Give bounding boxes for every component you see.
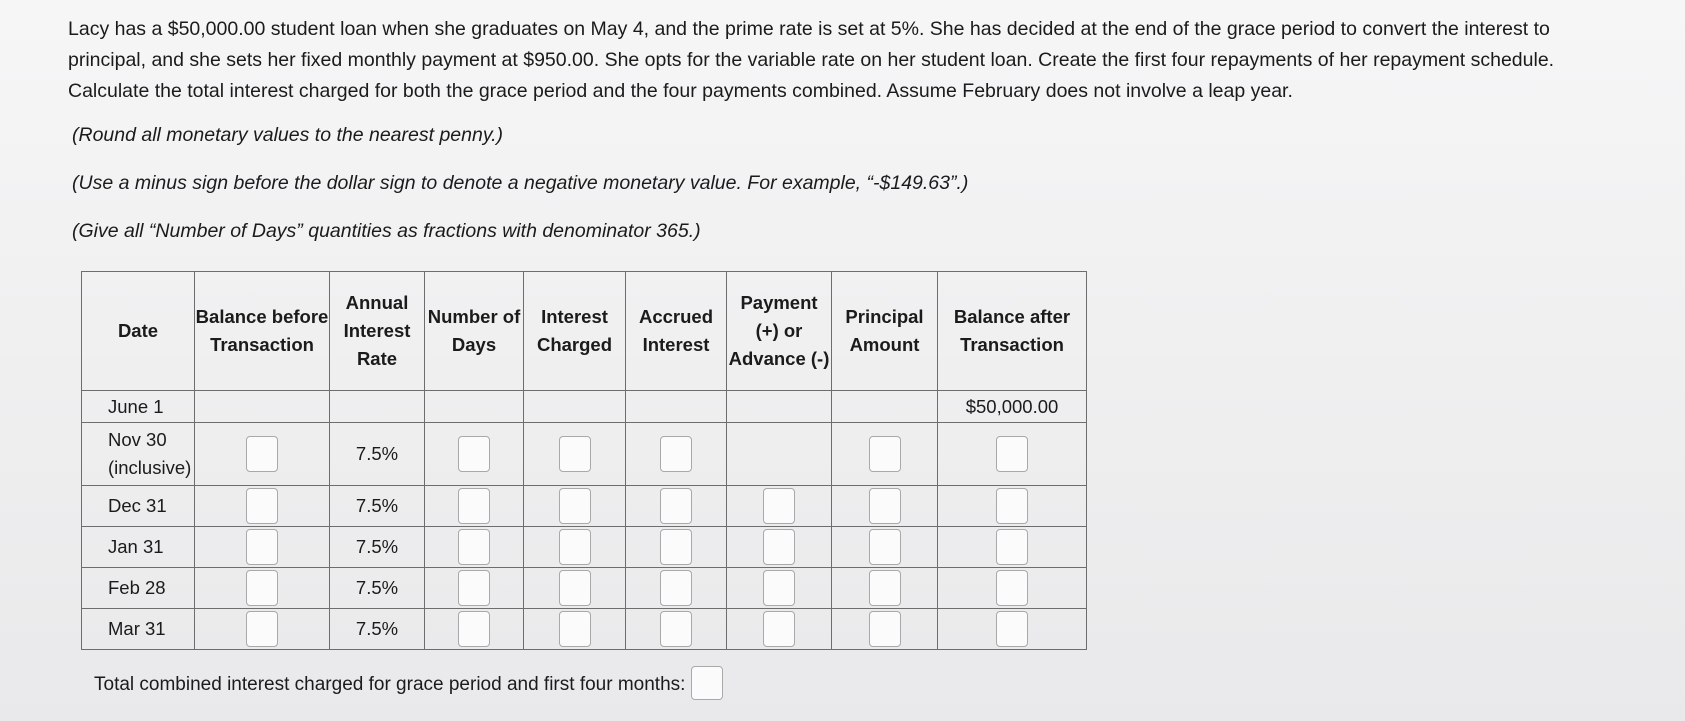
table-row [82, 568, 1087, 609]
principal-cell [832, 486, 938, 527]
total-interest-input[interactable] [691, 666, 723, 700]
total-interest-label: Total combined interest charged for grace period and first four months: [94, 674, 686, 696]
balance-after-cell [938, 486, 1087, 527]
empty-cell [727, 391, 832, 423]
answer-input[interactable] [763, 529, 795, 565]
answer-input[interactable] [458, 529, 490, 565]
answer-input[interactable] [996, 436, 1028, 472]
answer-input[interactable] [660, 436, 692, 472]
header-interest-charged: Interest Charged [524, 272, 626, 391]
answer-input[interactable] [763, 570, 795, 606]
balance-after-cell [938, 527, 1087, 568]
days-fraction-note: (Give all “Number of Days” quantities as fractions with denominator 365.) [72, 220, 701, 242]
header-balance-after: Balance after Transaction [938, 272, 1087, 391]
date-cell: Jan 31 [82, 527, 195, 568]
rate-cell: 7.5% [330, 486, 425, 527]
balance-after-cell [938, 423, 1087, 486]
header-payment-advance: Payment (+) or Advance (-) [727, 272, 832, 391]
days-cell [425, 527, 524, 568]
total-interest-line [94, 668, 723, 702]
payment-cell [727, 527, 832, 568]
rate-cell: 7.5% [330, 609, 425, 650]
answer-input[interactable] [996, 570, 1028, 606]
accrued-interest-cell [626, 609, 727, 650]
answer-input[interactable] [869, 570, 901, 606]
answer-input[interactable] [869, 611, 901, 647]
principal-cell [832, 527, 938, 568]
negative-value-note: (Use a minus sign before the dollar sign to denote a negative monetary value. For example, “-$149.63”.) [72, 172, 969, 194]
principal-cell [832, 423, 938, 486]
balance-after-cell [938, 568, 1087, 609]
answer-input[interactable] [246, 611, 278, 647]
answer-input[interactable] [559, 488, 591, 524]
empty-cell [425, 391, 524, 423]
answer-input[interactable] [246, 529, 278, 565]
balance-before-cell [195, 486, 330, 527]
answer-input[interactable] [996, 488, 1028, 524]
balance-before-cell [195, 423, 330, 486]
header-number-of-days: Number of Days [425, 272, 524, 391]
days-cell [425, 609, 524, 650]
interest-charged-cell [524, 609, 626, 650]
payment-cell [727, 609, 832, 650]
problem-statement: Lacy has a $50,000.00 student loan when she graduates on May 4, and the prime rate is set at 5%. She has decided at the end of the grace period to convert the interest to principal, and she sets her fixed monthly payment at $950.00. She opts for the variable rate on her student loan. Create the first four repayments of her repayment schedule. Calculate the total interest charged for both the grace period and the four payments combined. Assume February does not involve a leap year. [68, 18, 1555, 102]
header-row [82, 272, 1087, 391]
table-row [82, 391, 1087, 423]
days-cell [425, 423, 524, 486]
answer-input[interactable] [559, 611, 591, 647]
answer-input[interactable] [660, 570, 692, 606]
answer-input[interactable] [869, 488, 901, 524]
table-row [82, 527, 1087, 568]
answer-input[interactable] [559, 436, 591, 472]
date-cell: June 1 [82, 391, 195, 423]
principal-cell [832, 568, 938, 609]
answer-input[interactable] [763, 611, 795, 647]
rate-cell: 7.5% [330, 423, 425, 486]
table-row [82, 609, 1087, 650]
answer-input[interactable] [996, 529, 1028, 565]
balance-before-cell [195, 568, 330, 609]
date-cell: Mar 31 [82, 609, 195, 650]
empty-cell [832, 391, 938, 423]
date-cell: Feb 28 [82, 568, 195, 609]
answer-input[interactable] [458, 488, 490, 524]
answer-input[interactable] [869, 529, 901, 565]
days-cell [425, 486, 524, 527]
empty-cell [330, 391, 425, 423]
answer-input[interactable] [458, 436, 490, 472]
table-row [82, 423, 1087, 486]
rate-cell: 7.5% [330, 527, 425, 568]
answer-input[interactable] [246, 436, 278, 472]
answer-input[interactable] [458, 570, 490, 606]
interest-charged-cell [524, 486, 626, 527]
header-principal: Principal Amount [832, 272, 938, 391]
interest-charged-cell [524, 527, 626, 568]
days-cell [425, 568, 524, 609]
interest-charged-cell [524, 423, 626, 486]
empty-cell [524, 391, 626, 423]
rounding-note: (Round all monetary values to the nearest penny.) [72, 124, 504, 146]
answer-input[interactable] [996, 611, 1028, 647]
empty-cell [626, 391, 727, 423]
rate-cell: 7.5% [330, 568, 425, 609]
header-date: Date [82, 272, 195, 391]
header-balance-before: Balance before Transaction [195, 272, 330, 391]
answer-input[interactable] [246, 570, 278, 606]
principal-cell [832, 609, 938, 650]
answer-input[interactable] [763, 488, 795, 524]
balance-after-cell [938, 609, 1087, 650]
table-row [82, 486, 1087, 527]
repayment-schedule-table [81, 271, 1087, 650]
payment-cell [727, 568, 832, 609]
answer-input[interactable] [869, 436, 901, 472]
empty-cell [195, 391, 330, 423]
header-accrued-interest: Accrued Interest [626, 272, 727, 391]
payment-cell [727, 423, 832, 486]
accrued-interest-cell [626, 568, 727, 609]
interest-charged-cell [524, 568, 626, 609]
date-cell: Dec 31 [82, 486, 195, 527]
accrued-interest-cell [626, 486, 727, 527]
payment-cell [727, 486, 832, 527]
answer-input[interactable] [559, 570, 591, 606]
answer-input[interactable] [246, 488, 278, 524]
header-annual-rate: Annual Interest Rate [330, 272, 425, 391]
answer-input[interactable] [458, 611, 490, 647]
answer-input[interactable] [660, 488, 692, 524]
answer-input[interactable] [660, 611, 692, 647]
accrued-interest-cell [626, 423, 727, 486]
balance-before-cell [195, 609, 330, 650]
date-cell: Nov 30 (inclusive) [82, 423, 195, 486]
accrued-interest-cell [626, 527, 727, 568]
answer-input[interactable] [660, 529, 692, 565]
balance-after-value: $50,000.00 [938, 391, 1087, 423]
answer-input[interactable] [559, 529, 591, 565]
balance-before-cell [195, 527, 330, 568]
